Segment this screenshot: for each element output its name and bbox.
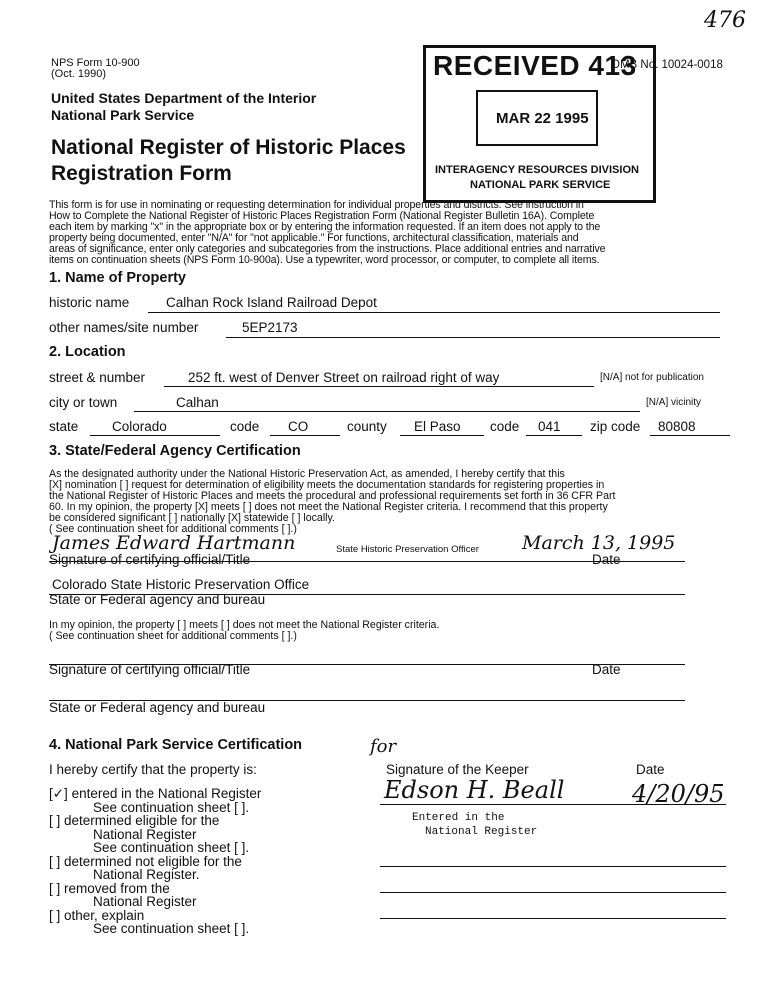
keeper-date: 4/20/95 — [632, 780, 725, 808]
agency-label-1: State or Federal agency and bureau — [49, 592, 266, 607]
city-value[interactable]: Calhan — [176, 395, 219, 410]
certifying-date: March 13, 1995 — [522, 532, 676, 554]
entered-stamp-line-2: National Register — [425, 826, 538, 838]
status-other[interactable]: [ ] other, explain — [49, 907, 145, 923]
status-register-text: National Register — [93, 826, 197, 842]
status-continuation: See continuation sheet [ ]. — [93, 840, 250, 855]
certification-paragraph — [49, 469, 739, 535]
county-value[interactable]: El Paso — [414, 419, 461, 434]
signature-label-2: Signature of certifying official/Title — [49, 662, 251, 677]
instructions-paragraph — [49, 200, 729, 266]
cert-line: As the designated authority under the National Historic Preservation Act, as amended, I hereby certify that this — [49, 468, 565, 480]
status-determined-eligible[interactable]: [ ] determined eligible for the — [49, 813, 220, 828]
instruction-line: items on continuation sheets (NPS Form 10-900a). Use a typewriter, word processor, or computer, to complete all items. — [49, 254, 600, 266]
historic-name-underline — [148, 312, 720, 313]
nps-status-list — [49, 787, 261, 936]
zip-label: zip code — [590, 419, 641, 434]
status-register-text: National Register. — [93, 867, 200, 882]
keeper-for-handwritten: for — [370, 736, 397, 757]
state-value[interactable]: Colorado — [112, 419, 167, 434]
keeper-signature-label: Signature of the Keeper — [386, 762, 529, 777]
vicinity: [N/A] vicinity — [646, 397, 702, 408]
instruction-line: areas of significance, enter only categories and subcategories from the instructions. Place additional entries and narrative — [49, 243, 606, 255]
county-underline — [400, 435, 484, 436]
date-label-1: Date — [592, 552, 621, 567]
instruction-line: How to Complete the National Register of Historic Places Registration Form (National Register Bulletin 16A). Complete — [49, 210, 595, 222]
agency-label-2: State or Federal agency and bureau — [49, 700, 266, 715]
zip-value[interactable]: 80808 — [658, 419, 696, 434]
state-underline — [90, 435, 220, 436]
stamp-date: MAR 22 1995 — [496, 110, 589, 127]
keeper-blank-line — [380, 866, 726, 867]
keeper-underline — [380, 804, 726, 805]
keeper-signature: Edson H. Beall — [384, 776, 565, 804]
omb-number: OMB No. 10024-0018 — [611, 59, 723, 71]
street-label: street & number — [49, 370, 146, 385]
keeper-date-label: Date — [636, 762, 665, 777]
form-date: (Oct. 1990) — [51, 68, 107, 80]
street-underline — [164, 386, 594, 387]
state-code-label: code — [230, 419, 260, 434]
city-underline — [134, 411, 640, 412]
entered-stamp-line-1: Entered in the — [412, 812, 505, 824]
stamp-division: INTERAGENCY RESOURCES DIVISION — [435, 164, 639, 176]
status-continuation: See continuation sheet [ ]. — [93, 921, 250, 936]
department-name: United States Department of the Interior — [51, 90, 317, 106]
form-number: NPS Form 10-900 — [51, 57, 140, 69]
state-code-value[interactable]: CO — [288, 419, 309, 434]
officer-title: State Historic Preservation Officer — [336, 544, 479, 555]
cert-line: [X] nomination [ ] request for determination of eligibility meets the documentation standards for registering properties in — [49, 479, 605, 491]
certifying-signature: James Edward Hartmann — [52, 532, 296, 554]
service-name: National Park Service — [51, 107, 195, 123]
county-code-label: code — [490, 419, 520, 434]
stamp-received: RECEIVED 413 — [433, 50, 637, 81]
certify-line: I hereby certify that the property is: — [49, 762, 257, 777]
cert-line: be considered significant [ ] nationally [X] statewide [ ] locally. — [49, 512, 335, 524]
other-names-value[interactable]: 5EP2173 — [242, 320, 298, 335]
status-entered[interactable]: [✓] entered in the National Register — [49, 786, 262, 801]
cert-line: ( See continuation sheet for additional comments [ ].) — [49, 523, 297, 535]
keeper-blank-line — [380, 918, 726, 919]
corner-handwritten-number: 476 — [704, 8, 746, 33]
stamp-service: NATIONAL PARK SERVICE — [470, 179, 611, 191]
section-3-heading: 3. State/Federal Agency Certification — [49, 443, 301, 459]
instruction-line: This form is for use in nominating or requesting determination for individual properties and districts. See instruction in — [49, 199, 584, 211]
section-2-heading: 2. Location — [49, 344, 126, 360]
opinion-line-1: In my opinion, the property [ ] meets [ ] does not meet the National Register criteria. — [49, 619, 440, 631]
instruction-line: each item by marking "x" in the appropriate box or by entering the information requested. If an item does not apply to the — [49, 221, 601, 233]
zip-underline — [650, 435, 730, 436]
county-label: county — [347, 419, 387, 434]
historic-name-value[interactable]: Calhan Rock Island Railroad Depot — [166, 295, 377, 310]
historic-name-label: historic name — [49, 295, 130, 310]
date-label-2: Date — [592, 662, 621, 677]
page-title: National Register of Historic Places — [51, 136, 406, 159]
section-4-heading: 4. National Park Service Certification — [49, 737, 303, 753]
state-label: state — [49, 419, 79, 434]
instruction-line: property being documented, enter "N/A" for "not applicable." For functions, architectural classification, materials and — [49, 232, 579, 244]
opinion-line-2: ( See continuation sheet for additional comments [ ].) — [49, 630, 297, 642]
agency-value[interactable]: Colorado State Historic Preservation Office — [52, 577, 310, 592]
cert-line: the National Register of Historic Places and meets the procedural and professional requirements set forth in 36 CFR Part — [49, 490, 616, 502]
other-names-label: other names/site number — [49, 320, 199, 335]
status-determined-not-eligible[interactable]: [ ] determined not eligible for the — [49, 853, 242, 869]
city-label: city or town — [49, 395, 118, 410]
status-removed[interactable]: [ ] removed from the — [49, 880, 170, 896]
section-1-heading: 1. Name of Property — [49, 270, 186, 286]
other-names-underline — [226, 337, 720, 338]
county-code-underline — [526, 435, 582, 436]
page-subtitle: Registration Form — [51, 162, 232, 185]
county-code-value[interactable]: 041 — [538, 419, 561, 434]
state-code-underline — [270, 435, 340, 436]
not-for-publication: [N/A] not for publication — [600, 372, 704, 383]
status-register-text: National Register — [93, 894, 197, 909]
cert-line: 60. In my opinion, the property [X] meets [ ] does not meet the National Register criteria. I recommend that this property — [49, 501, 608, 513]
status-continuation: See continuation sheet [ ]. — [93, 799, 250, 815]
signature-label-1: Signature of certifying official/Title — [49, 552, 251, 567]
street-value[interactable]: 252 ft. west of Denver Street on railroad right of way — [188, 370, 500, 385]
keeper-blank-line — [380, 892, 726, 893]
